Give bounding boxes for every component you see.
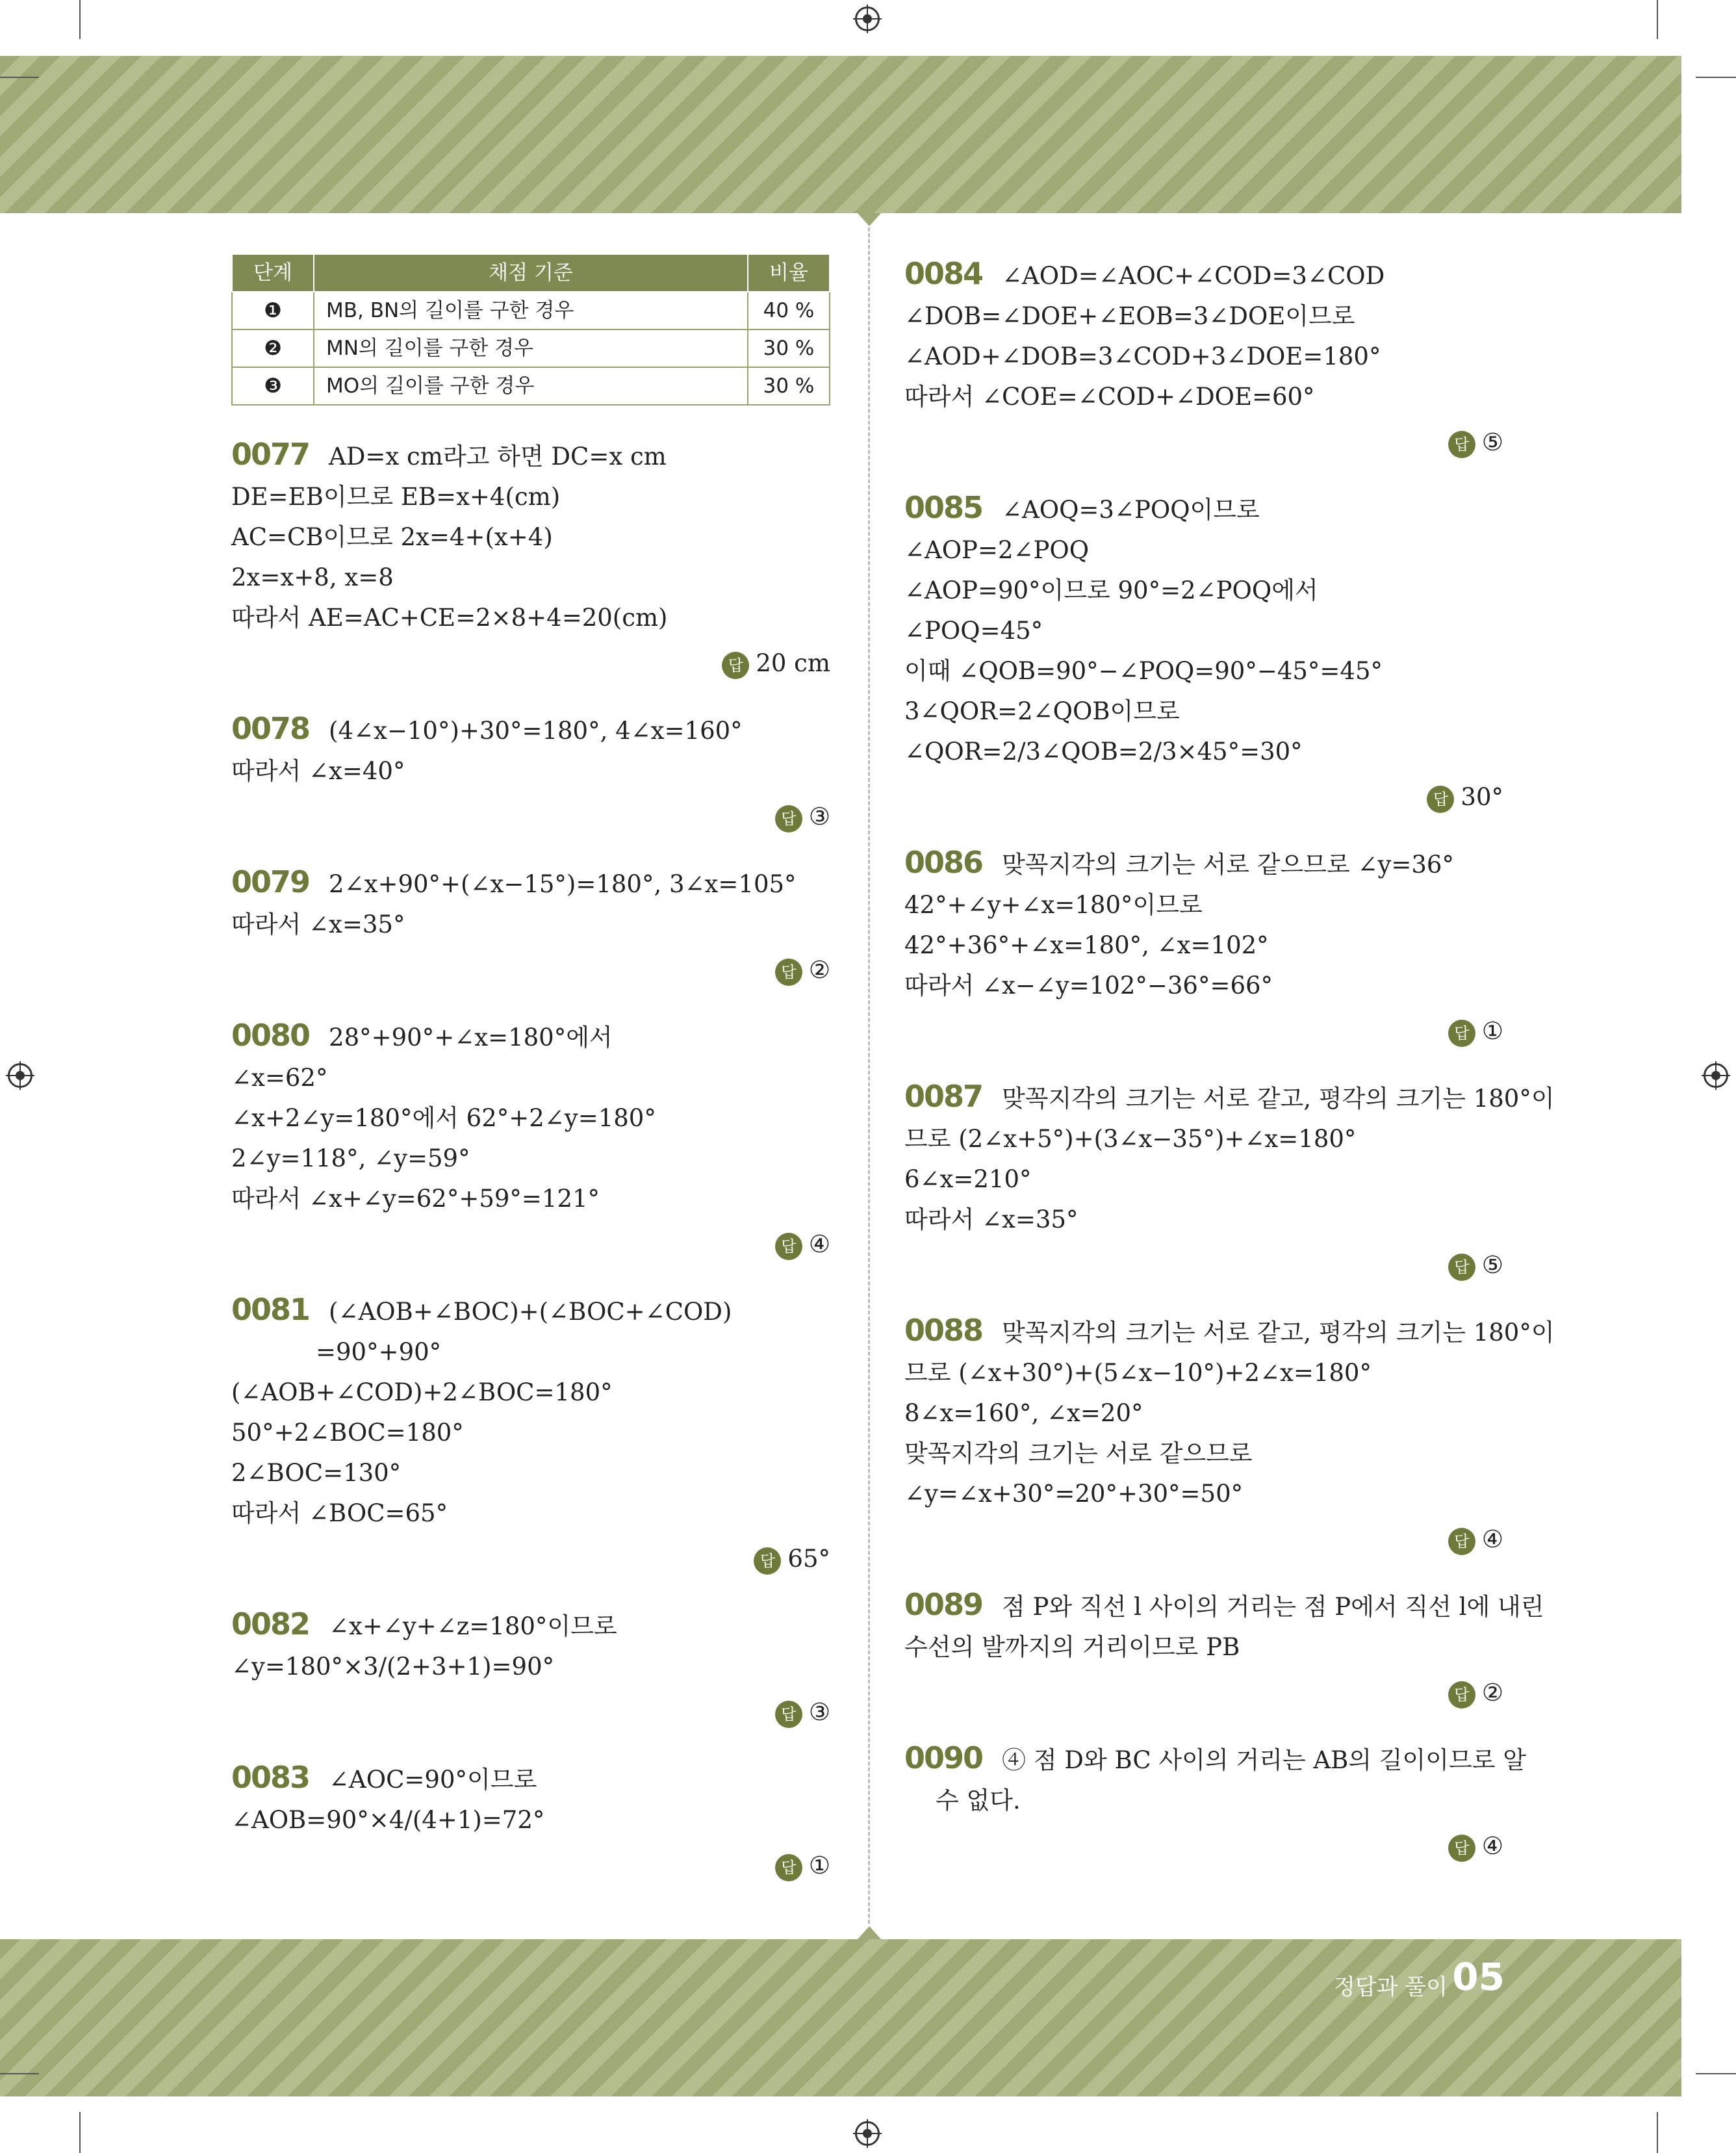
problem-number: 0078 — [231, 711, 310, 746]
crop-mark — [1657, 2112, 1658, 2153]
table-row — [232, 292, 830, 329]
ratio-cell: 30 % — [748, 367, 830, 405]
answer-value: ① — [1481, 1017, 1503, 1045]
problem-number: 0089 — [904, 1587, 983, 1622]
answer-value: ④ — [1481, 1525, 1503, 1553]
problem-0083 — [231, 1757, 830, 1886]
problem-0077 — [231, 434, 830, 684]
table-header: 단계 — [232, 254, 314, 292]
solution-line: ∠AOP=90°이므로 90°=2∠POQ에서 — [904, 576, 1318, 604]
solution-line: 8∠x=160°, ∠x=20° — [904, 1399, 1143, 1427]
bottom-banner-notch — [858, 1926, 881, 1939]
table-row — [232, 367, 830, 405]
solution-line: 2∠y=118°, ∠y=59° — [231, 1144, 470, 1172]
answer-badge-icon: 답 — [1448, 1528, 1475, 1555]
problem-number: 0083 — [231, 1760, 310, 1795]
solution-line: ∠x=62° — [231, 1064, 328, 1092]
solution-line: 42°+36°+∠x=180°, ∠x=102° — [904, 931, 1269, 959]
solution-line: ∠AOD=∠AOC+∠COD=3∠COD — [1002, 262, 1385, 290]
solution-line: AD=x cm라고 하면 DC=x cm — [329, 443, 667, 471]
solution-line: 6∠x=210° — [904, 1165, 1032, 1193]
problem-0082 — [231, 1604, 830, 1733]
solution-line: 2x=x+8, x=8 — [231, 563, 394, 591]
solution-line: 따라서 ∠x=35° — [904, 1205, 1079, 1233]
step-cell: ❸ — [232, 367, 314, 405]
crop-mark — [0, 77, 39, 78]
right-column — [904, 253, 1555, 1891]
ratio-cell: 40 % — [748, 292, 830, 329]
crop-mark — [1657, 0, 1658, 39]
table-header: 채점 기준 — [314, 254, 748, 292]
solution-line: ∠x+2∠y=180°에서 62°+2∠y=180° — [231, 1104, 656, 1132]
problem-0090 — [904, 1738, 1527, 1866]
solution-line: (∠AOB+∠BOC)+(∠BOC+∠COD) — [329, 1298, 732, 1326]
solution-line: DE=EB이므로 EB=x+4(cm) — [231, 483, 561, 511]
criterion-cell: MN의 길이를 구한 경우 — [314, 329, 748, 367]
ratio-cell: 30 % — [748, 329, 830, 367]
answer-value: 65° — [787, 1545, 830, 1573]
bottom-banner — [0, 1939, 1681, 2096]
solution-line: AC=CB이므로 2x=4+(x+4) — [231, 523, 553, 551]
solution-line: 수 없다. — [936, 1786, 1021, 1814]
solution-line: ∠AOB=90°×4/(4+1)=72° — [231, 1806, 545, 1834]
solution-line: ④ 점 D와 BC 사이의 거리는 AB의 길이이므로 알 — [1002, 1746, 1527, 1774]
solution-line: 점 P와 직선 l 사이의 거리는 점 P에서 직선 l에 내린 — [1002, 1593, 1544, 1621]
problem-0084 — [904, 253, 1503, 463]
step-cell: ❶ — [232, 292, 314, 329]
page-number: 05 — [1452, 1955, 1505, 1999]
solution-line: 따라서 ∠COE=∠COD+∠DOE=60° — [904, 383, 1315, 411]
problem-number: 0088 — [904, 1313, 983, 1348]
solution-line: 므로 (2∠x+5°)+(3∠x−35°)+∠x=180° — [904, 1125, 1357, 1153]
solution-line: ∠DOB=∠DOE+∠EOB=3∠DOE이므로 — [904, 302, 1355, 330]
answer-value: 30° — [1461, 783, 1503, 811]
solution-line: ∠x+∠y+∠z=180°이므로 — [329, 1612, 617, 1640]
answer-badge-icon: 답 — [1427, 786, 1454, 813]
answer-badge-icon: 답 — [775, 1854, 802, 1881]
solution-line: ∠AOP=2∠POQ — [904, 536, 1090, 564]
problem-0080 — [231, 1015, 830, 1265]
problem-number: 0077 — [231, 437, 310, 472]
problem-number: 0087 — [904, 1079, 983, 1114]
left-column — [231, 253, 830, 1911]
problem-0088 — [904, 1310, 1555, 1560]
problem-number: 0079 — [231, 864, 310, 899]
solution-line: 42°+∠y+∠x=180°이므로 — [904, 891, 1203, 919]
step-cell: ❷ — [232, 329, 314, 367]
solution-line: 3∠QOR=2∠QOB이므로 — [904, 697, 1180, 725]
answer-value: ④ — [808, 1230, 830, 1258]
solution-line: 이때 ∠QOB=90°−∠POQ=90°−45°=45° — [904, 657, 1383, 685]
crop-mark — [79, 2112, 81, 2153]
registration-mark-icon — [1704, 1063, 1728, 1088]
answer-badge-icon: 답 — [1448, 1835, 1475, 1862]
answer-value: ③ — [808, 1698, 830, 1726]
answer-badge-icon: 답 — [754, 1547, 781, 1575]
table-header: 비율 — [748, 254, 830, 292]
criterion-cell: MB, BN의 길이를 구한 경우 — [314, 292, 748, 329]
column-divider — [868, 227, 870, 1924]
solution-line: (4∠x−10°)+30°=180°, 4∠x=160° — [329, 717, 743, 745]
answer-badge-icon: 답 — [1448, 1020, 1475, 1047]
solution-line: 따라서 ∠x−∠y=102°−36°=66° — [904, 972, 1273, 999]
solution-line: ∠POQ=45° — [904, 617, 1043, 645]
solution-line: ∠y=180°×3/(2+3+1)=90° — [231, 1653, 555, 1681]
solution-line: 따라서 ∠x=40° — [231, 757, 405, 785]
solution-line: 므로 (∠x+30°)+(5∠x−10°)+2∠x=180° — [904, 1359, 1372, 1387]
solution-line: ∠AOC=90°이므로 — [329, 1766, 537, 1794]
answer-value: ④ — [1481, 1832, 1503, 1860]
solution-line: ∠QOR=2/3∠QOB=2/3×45°=30° — [904, 738, 1303, 766]
answer-value: ② — [1481, 1679, 1503, 1707]
answer-badge-icon: 답 — [1448, 1254, 1475, 1281]
problem-0078 — [231, 708, 830, 837]
scoring-table — [231, 253, 830, 406]
problem-number: 0082 — [231, 1606, 310, 1642]
answer-value: 20 cm — [756, 649, 830, 677]
solution-line: ∠AOD+∠DOB=3∠COD+3∠DOE=180° — [904, 342, 1381, 370]
answer-badge-icon: 답 — [722, 652, 749, 679]
answer-value: ⑤ — [1481, 1251, 1503, 1279]
answer-value: ② — [808, 956, 830, 984]
solution-line: 따라서 AE=AC+CE=2×8+4=20(cm) — [231, 604, 668, 632]
registration-mark-icon — [855, 2121, 880, 2146]
solution-line: 따라서 ∠x+∠y=62°+59°=121° — [231, 1185, 600, 1213]
criterion-cell: MO의 길이를 구한 경우 — [314, 367, 748, 405]
answer-badge-icon: 답 — [1448, 431, 1475, 458]
crop-mark — [1696, 2073, 1736, 2074]
answer-badge-icon: 답 — [775, 959, 802, 986]
solution-line: 따라서 ∠BOC=65° — [231, 1499, 448, 1527]
solution-line: 2∠BOC=130° — [231, 1459, 402, 1487]
registration-mark-icon — [8, 1063, 32, 1088]
solution-line: 맞꼭지각의 크기는 서로 같고, 평각의 크기는 180°이 — [1002, 1319, 1555, 1347]
problem-0086 — [904, 842, 1503, 1051]
answer-value: ① — [808, 1851, 830, 1879]
table-header-row — [232, 254, 830, 292]
problem-number: 0084 — [904, 256, 983, 291]
answer-value: ③ — [808, 803, 830, 831]
problem-0087 — [904, 1076, 1555, 1285]
footer-section-title: 정답과 풀이 — [1333, 1974, 1448, 2000]
solution-line: 맞꼭지각의 크기는 서로 같으므로 ∠y=36° — [1002, 851, 1454, 879]
top-banner — [0, 56, 1681, 213]
solution-line: (∠AOB+∠COD)+2∠BOC=180° — [231, 1378, 613, 1406]
problem-number: 0085 — [904, 490, 983, 525]
answer-badge-icon: 답 — [775, 805, 802, 832]
solution-line: =90°+90° — [316, 1338, 442, 1366]
problem-0079 — [231, 862, 830, 990]
problem-0081 — [231, 1289, 830, 1579]
solution-line: 맞꼭지각의 크기는 서로 같으므로 — [904, 1439, 1253, 1467]
problem-0085 — [904, 487, 1503, 818]
solution-line: 50°+2∠BOC=180° — [231, 1419, 464, 1447]
solution-line: 28°+90°+∠x=180°에서 — [329, 1024, 613, 1051]
answer-badge-icon: 답 — [775, 1701, 802, 1728]
problem-number: 0081 — [231, 1292, 310, 1327]
answer-badge-icon: 답 — [775, 1233, 802, 1260]
answer-badge-icon: 답 — [1448, 1681, 1475, 1708]
solution-line: 2∠x+90°+(∠x−15°)=180°, 3∠x=105° — [329, 870, 797, 898]
crop-mark — [79, 0, 81, 39]
top-banner-notch — [858, 213, 881, 226]
solution-line: ∠AOQ=3∠POQ이므로 — [1002, 496, 1260, 524]
table-row — [232, 329, 830, 367]
problem-0089 — [904, 1584, 1544, 1713]
solution-line: ∠y=∠x+30°=20°+30°=50° — [904, 1480, 1244, 1508]
crop-mark — [0, 2073, 39, 2074]
problem-number: 0080 — [231, 1018, 310, 1053]
registration-mark-icon — [855, 6, 880, 31]
answer-value: ⑤ — [1481, 428, 1503, 456]
problem-number: 0090 — [904, 1740, 983, 1775]
solution-line: 따라서 ∠x=35° — [231, 910, 405, 938]
crop-mark — [1696, 77, 1736, 78]
solution-line: 맞꼭지각의 크기는 서로 같고, 평각의 크기는 180°이 — [1002, 1085, 1555, 1113]
solution-line: 수선의 발까지의 거리이므로 PB — [904, 1633, 1240, 1661]
problem-number: 0086 — [904, 845, 983, 880]
